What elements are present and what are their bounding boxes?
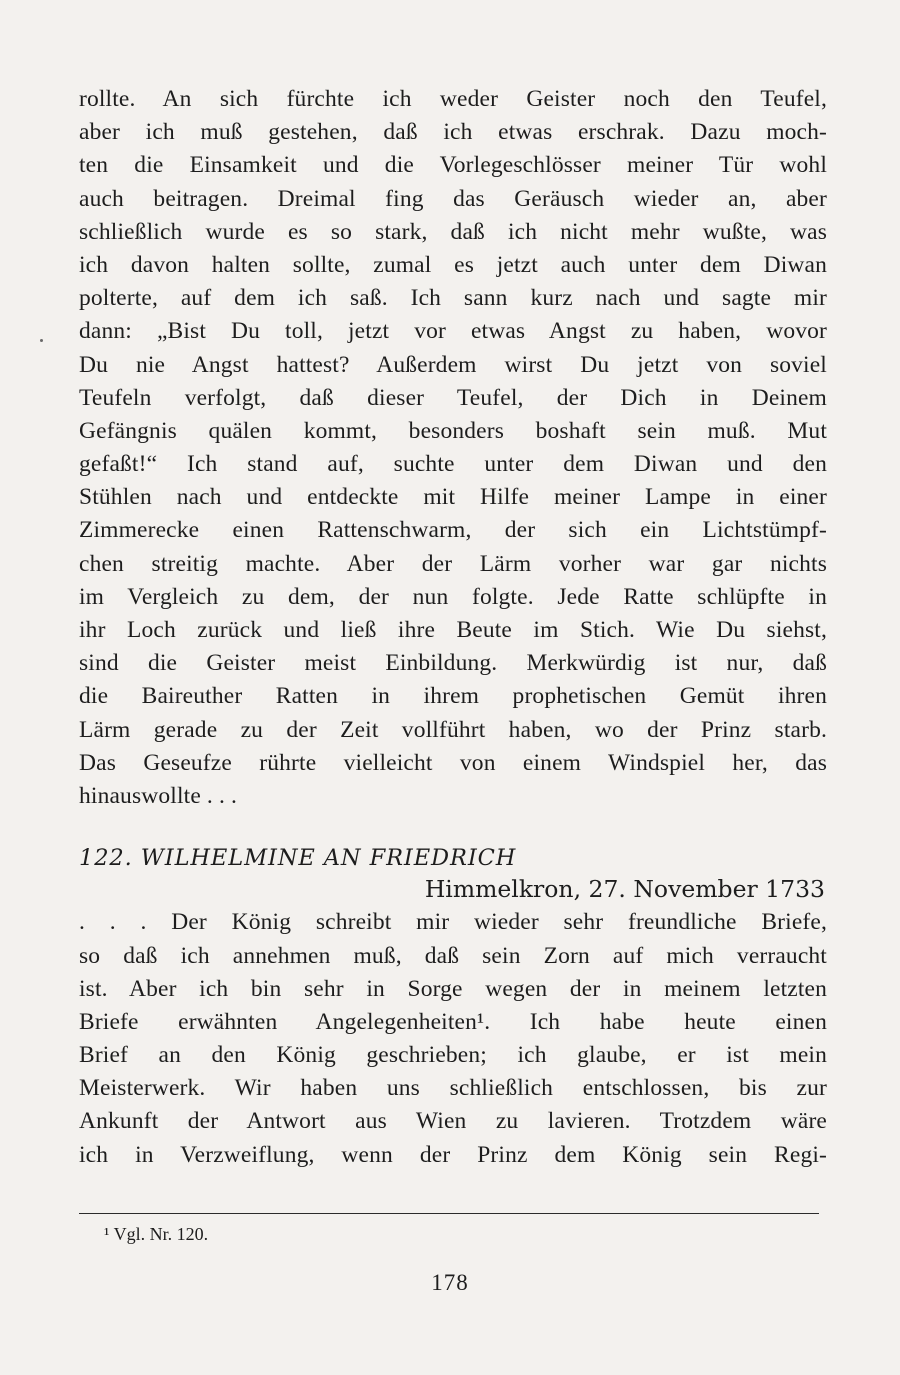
footnote-divider	[79, 1213, 819, 1214]
text-line: sind die Geister meist Einbildung. Merkwürdig ist nur, daß	[79, 650, 827, 677]
text-line: ihr Loch zurück und ließ ihre Beute im Stich. Wie Du siehst,	[79, 617, 827, 643]
text-line: Zimmerecke einen Rattenschwarm, der sich ein Lichtstümpf-	[79, 517, 827, 544]
text-line: schließlich wurde es so stark, daß ich nicht mehr wußte, was	[79, 218, 827, 245]
page-number: 178	[431, 1270, 469, 1295]
text-line: Du nie Angst hattest? Außerdem wirst Du jetzt von soviel	[79, 351, 827, 378]
text-line: ich in Verzweiflung, wenn der Prinz dem König sein Regi-	[79, 1141, 827, 1168]
text-line: Stühlen nach und entdeckte mit Hilfe meiner Lampe in einer	[79, 484, 827, 511]
text-line: Briefe erwähnten Angelegenheiten¹. Ich habe heute einen	[79, 1008, 827, 1035]
text-line: . . . Der König schreibt mir wieder sehr freundliche Briefe,	[79, 909, 827, 936]
text-line: Ankunft der Antwort aus Wien zu lavieren. Trotzdem wäre	[79, 1108, 827, 1135]
text-line: die Baireuther Ratten in ihrem prophetischen Gemüt ihren	[79, 683, 827, 710]
body-paragraph	[79, 83, 827, 813]
text-line: Lärm gerade zu der Zeit vollführt haben, wo der Prinz starb.	[79, 716, 827, 743]
text-line: auch beitragen. Dreimal fing das Geräusch wieder an, aber	[79, 185, 827, 212]
page-text-block	[79, 83, 827, 1172]
letter-dateline: Himmelkron, 27. November 1733	[424, 875, 825, 904]
text-line: hinauswollte . . .	[79, 782, 238, 809]
text-line: Brief an den König geschrieben; ich glaube, er ist mein	[79, 1042, 827, 1069]
text-line: Teufeln verfolgt, daß dieser Teufel, der Dich in Deinem	[79, 384, 827, 411]
text-line: chen streitig machte. Aber der Lärm vorher war gar nichts	[79, 550, 827, 577]
text-line: polterte, auf dem ich saß. Ich sann kurz nach und sagte mir	[79, 285, 827, 312]
text-line: Das Geseufze rührte vielleicht von einem Windspiel her, das	[79, 749, 827, 776]
text-line: ten die Einsamkeit und die Vorlegeschlösser meiner Tür wohl	[79, 152, 827, 179]
text-line: Gefängnis quälen kommt, besonders boshaft sein muß. Mut	[79, 417, 827, 444]
text-line: aber ich muß gestehen, daß ich etwas erschrak. Dazu moch-	[79, 119, 827, 146]
footnote: ¹ Vgl. Nr. 120.	[104, 1224, 209, 1244]
text-line: so daß ich annehmen muß, daß sein Zorn auf mich verraucht	[79, 942, 827, 969]
text-line: dann: „Bist Du toll, jetzt vor etwas Angst zu haben, wovor	[79, 318, 827, 345]
text-line: im Vergleich zu dem, der nun folgte. Jede Ratte schlüpfte in	[79, 583, 827, 610]
text-line: ich davon halten sollte, zumal es jetzt auch unter dem Diwan	[79, 251, 827, 278]
margin-mark	[40, 339, 43, 342]
text-line: rollte. An sich fürchte ich weder Geister noch den Teufel,	[79, 86, 827, 112]
letter-paragraph	[79, 906, 827, 1172]
text-line: Meisterwerk. Wir haben uns schließlich entschlossen, bis zur	[79, 1075, 827, 1102]
letter-heading: 122. WILHELMINE AN FRIEDRICH	[79, 845, 517, 872]
text-line: gefaßt!“ Ich stand auf, suchte unter dem Diwan und den	[79, 451, 827, 478]
text-line: ist. Aber ich bin sehr in Sorge wegen der in meinem letzten	[79, 975, 827, 1002]
